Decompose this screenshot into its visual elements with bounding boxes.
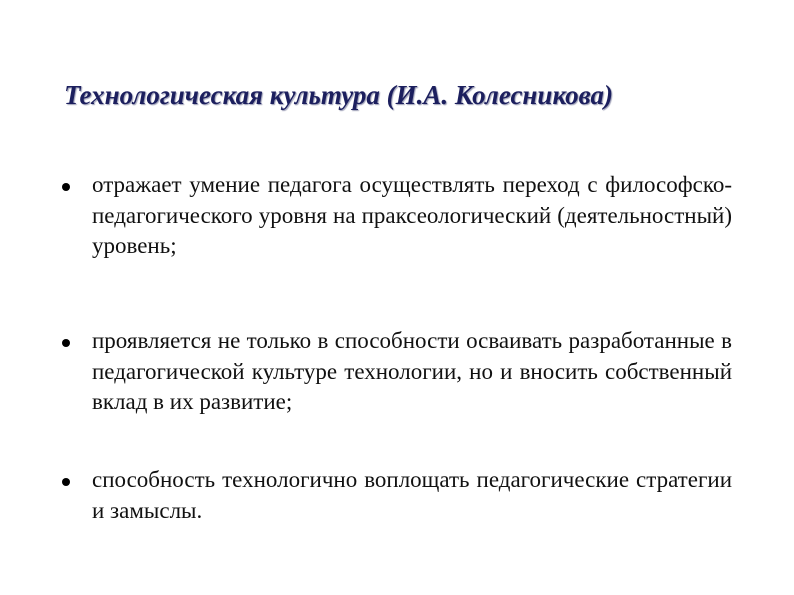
bullet-text: проявляется не только в способности осваивать разработанные в педагогической культуре технологии, но и вносить собственный вклад в их развитие; <box>92 328 732 414</box>
bullet-text: способность технологично воплощать педагогические стратегии и замыслы. <box>92 467 732 523</box>
slide-title: Технологическая культура (И.А. Колесникова) <box>64 80 613 110</box>
bullet-text: отражает умение педагога осуществлять переход с философско-педагогического уровня на праксеологический (деятельностный) уровень; <box>92 172 732 258</box>
bullet-dot-icon <box>62 478 70 486</box>
bullet-dot-icon <box>62 183 70 191</box>
bullet-dot-icon <box>62 339 70 347</box>
